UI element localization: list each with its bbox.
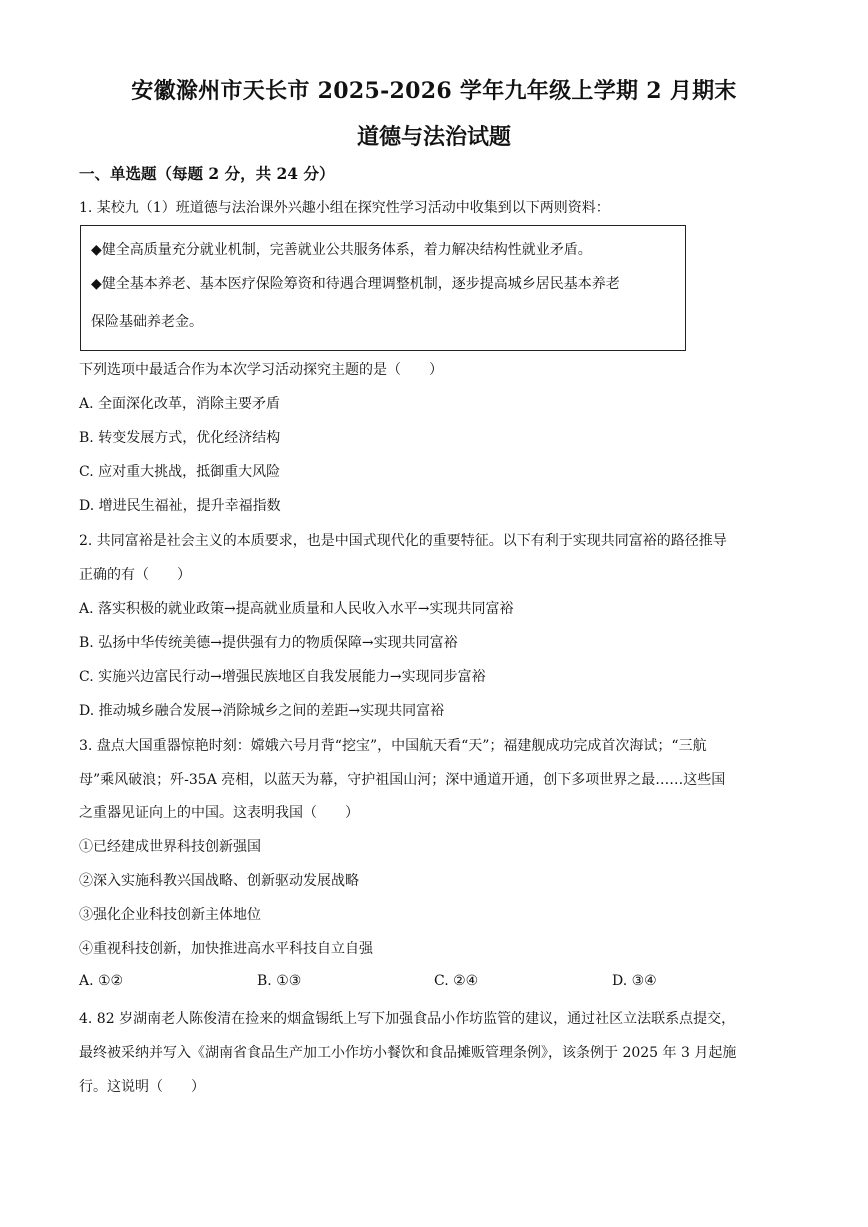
q3-item: ①已经建成世界科技创新强国	[79, 839, 261, 855]
q3-item: ②深入实施科教兴国战略、创新驱动发展战略	[79, 873, 359, 889]
q1-material-line: ◆健全高质量充分就业机制，完善就业公共服务体系，着力解决结构性就业矛盾。	[91, 242, 592, 258]
q1-option-b: B. 转变发展方式，优化经济结构	[79, 430, 281, 446]
q1-stem: 1. 某校九（1）班道德与法治课外兴趣小组在探究性学习活动中收集到以下两则资料：	[79, 200, 610, 216]
q1-material-line: 保险基础养老金。	[91, 314, 203, 330]
q3-item: ③强化企业科技创新主体地位	[79, 907, 261, 923]
q2-option-a: A. 落实积极的就业政策→提高就业质量和人民收入水平→实现共同富裕	[79, 601, 514, 617]
q1-option-a: A. 全面深化改革，消除主要矛盾	[79, 396, 281, 412]
exam-title: 安徽滁州市天长市 2025-2026 学年九年级上学期 2 月期末	[131, 78, 737, 104]
q3-option-c: C. ②④	[434, 973, 479, 989]
exam-subject-title: 道德与法治试题	[356, 124, 511, 150]
q3-option-a: A. ①②	[79, 973, 124, 989]
q3-stem: 3. 盘点大国重器惊艳时刻：嫦娥六号月背“挖宝”，中国航天看“天”；福建舰成功完成首次海试；“三航	[79, 738, 707, 754]
q1-material-line: ◆健全基本养老、基本医疗保险筹资和待遇合理调整机制，逐步提高城乡居民基本养老	[91, 276, 620, 292]
q2-stem: 2. 共同富裕是社会主义的本质要求，也是中国式现代化的重要特征。以下有利于实现共同富裕的路径推导	[79, 533, 727, 549]
q3-item: ④重视科技创新，加快推进高水平科技自立自强	[79, 941, 373, 957]
q3-option-b: B. ①③	[257, 973, 302, 989]
q1-question: 下列选项中最适合作为本次学习活动探究主题的是（ ）	[79, 362, 443, 378]
q2-option-d: D. 推动城乡融合发展→消除城乡之间的差距→实现共同富裕	[79, 703, 445, 719]
q4-stem: 4. 82 岁湖南老人陈俊清在捡来的烟盒锡纸上写下加强食品小作坊监管的建议，通过社区立法联系点提交，	[79, 1011, 736, 1027]
q3-option-d: D. ③④	[612, 973, 657, 989]
q3-stem: 母”乘风破浪；歼-35A 亮相，以蓝天为幕，守护祖国山河；深中通道开通，创下多项世界之最……这些国	[79, 772, 726, 788]
q2-stem: 正确的有（ ）	[79, 567, 191, 583]
q2-option-c: C. 实施兴边富民行动→增强民族地区自我发展能力→实现同步富裕	[79, 669, 486, 685]
q2-option-b: B. 弘扬中华传统美德→提供强有力的物质保障→实现共同富裕	[79, 635, 458, 651]
q3-options-row	[79, 973, 779, 993]
q1-material-box	[80, 225, 686, 351]
q4-stem: 行。这说明（ ）	[79, 1079, 205, 1095]
q1-option-c: C. 应对重大挑战，抵御重大风险	[79, 464, 281, 480]
q4-stem: 最终被采纳并写入《湖南省食品生产加工小作坊小餐饮和食品摊贩管理条例》，该条例于 2025 年 3 月起施	[79, 1045, 737, 1061]
section-heading: 一、单选题（每题 2 分，共 24 分）	[79, 164, 335, 183]
q3-stem: 之重器见证向上的中国。这表明我国（ ）	[79, 805, 359, 821]
q1-option-d: D. 增进民生福祉，提升幸福指数	[79, 498, 281, 514]
